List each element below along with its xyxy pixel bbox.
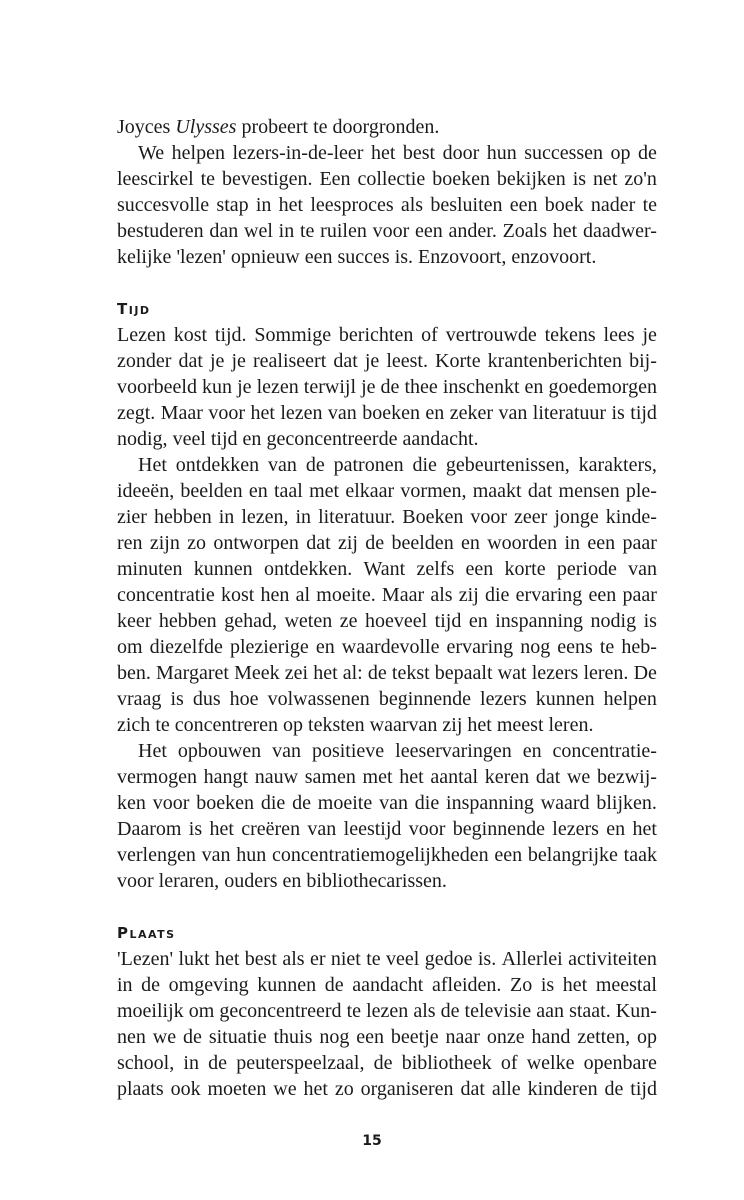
text-line: plaats ook moeten we het zo organiseren dat alle kinderen de tijd (117, 1078, 657, 1100)
text-line: school, in de peuterspeelzaal, de bibliotheek of welke openbare (117, 1052, 657, 1074)
text-line: Joyces Ulysses probeert te doorgronden. (117, 116, 440, 138)
text-line: leescirkel te bevestigen. Een collectie boeken bekijken is net zo'n (117, 168, 657, 190)
section-heading: Tijd (117, 300, 151, 318)
text-line: keer hebben gehad, weten ze hoeveel tijd en inspanning nodig is (117, 610, 657, 632)
text-line: in de omgeving kunnen de aandacht afleiden. Zo is het meestal (117, 974, 657, 996)
text-line: voor leraren, ouders en bibliothecarissen. (117, 870, 447, 892)
text-line: zich te concentreren op teksten waarvan zij het meest leren. (117, 714, 594, 736)
text-line: bestuderen dan wel in te ruilen voor een ander. Zoals het daadwer- (117, 220, 657, 242)
text-line: ben. Margaret Meek zei het al: de tekst bepaalt wat lezers leren. De (117, 662, 657, 684)
text-line: om diezelfde plezierige en waardevolle ervaring nog eens te heb- (117, 636, 657, 658)
text-line: Het ontdekken van de patronen die gebeurtenissen, karakters, (138, 454, 657, 476)
text-line: minuten kunnen ontdekken. Want zelfs een korte periode van (117, 558, 657, 580)
text-line: ken voor boeken die de moeite van die inspanning waard blijken. (117, 792, 657, 814)
paragraph (117, 140, 657, 270)
text-line: succesvolle stap in het leesproces als besluiten een boek nader te (117, 194, 657, 216)
text-line: zonder dat je je realiseert dat je leest. Korte krantenberichten bij- (117, 350, 657, 372)
text-line: zegt. Maar voor het lezen van boeken en zeker van literatuur is tijd (117, 402, 657, 424)
text-line: verlengen van hun concentratiemogelijkheden een belangrijke taak (117, 844, 657, 866)
paragraph (117, 322, 657, 452)
text-line: nen we de situatie thuis nog een beetje naar onze hand zetten, op (117, 1026, 657, 1048)
text-line: Het opbouwen van positieve leeservaringen en concentratie- (138, 740, 657, 762)
paragraph (117, 946, 657, 1102)
section-heading: Plaats (117, 924, 176, 942)
paragraph (117, 114, 657, 140)
text-line: ren zijn zo ontworpen dat zij de beelden en woorden in een paar (117, 532, 657, 554)
text-line: Daarom is het creëren van leestijd voor beginnende lezers en het (117, 818, 657, 840)
paragraph (117, 452, 657, 738)
text-line: ideeën, beelden en taal met elkaar vormen, maakt dat mensen ple- (117, 480, 657, 502)
text-line: kelijke 'lezen' opnieuw een succes is. Enzovoort, enzovoort. (117, 246, 597, 268)
paragraph (117, 738, 657, 894)
section-gap (117, 270, 657, 296)
section-gap (117, 894, 657, 920)
page-number: 15 (362, 1133, 382, 1149)
text-line: voorbeeld kun je lezen terwijl je de thee inschenkt en goedemorgen (117, 376, 657, 398)
text-line: vermogen hangt nauw samen met het aantal keren dat we bezwij- (117, 766, 657, 788)
text-line: 'Lezen' lukt het best als er niet te veel gedoe is. Allerlei activiteiten (117, 948, 657, 970)
text-line: We helpen lezers-in-de-leer het best door hun successen op de (138, 142, 657, 164)
text-line: Lezen kost tijd. Sommige berichten of vertrouwde tekens lees je (117, 324, 657, 346)
text-line: concentratie kost hen al moeite. Maar als zij die ervaring een paar (117, 584, 657, 606)
body-text (117, 114, 657, 1102)
text-line: nodig, veel tijd en geconcentreerde aandacht. (117, 428, 479, 450)
text-line: moeilijk om geconcentreerd te lezen als de televisie aan staat. Kun- (117, 1000, 657, 1022)
text-line: zier hebben in lezen, in literatuur. Boeken voor zeer jonge kinde- (117, 506, 657, 528)
text-line: vraag is dus hoe volwassenen beginnende lezers kunnen helpen (117, 688, 657, 710)
